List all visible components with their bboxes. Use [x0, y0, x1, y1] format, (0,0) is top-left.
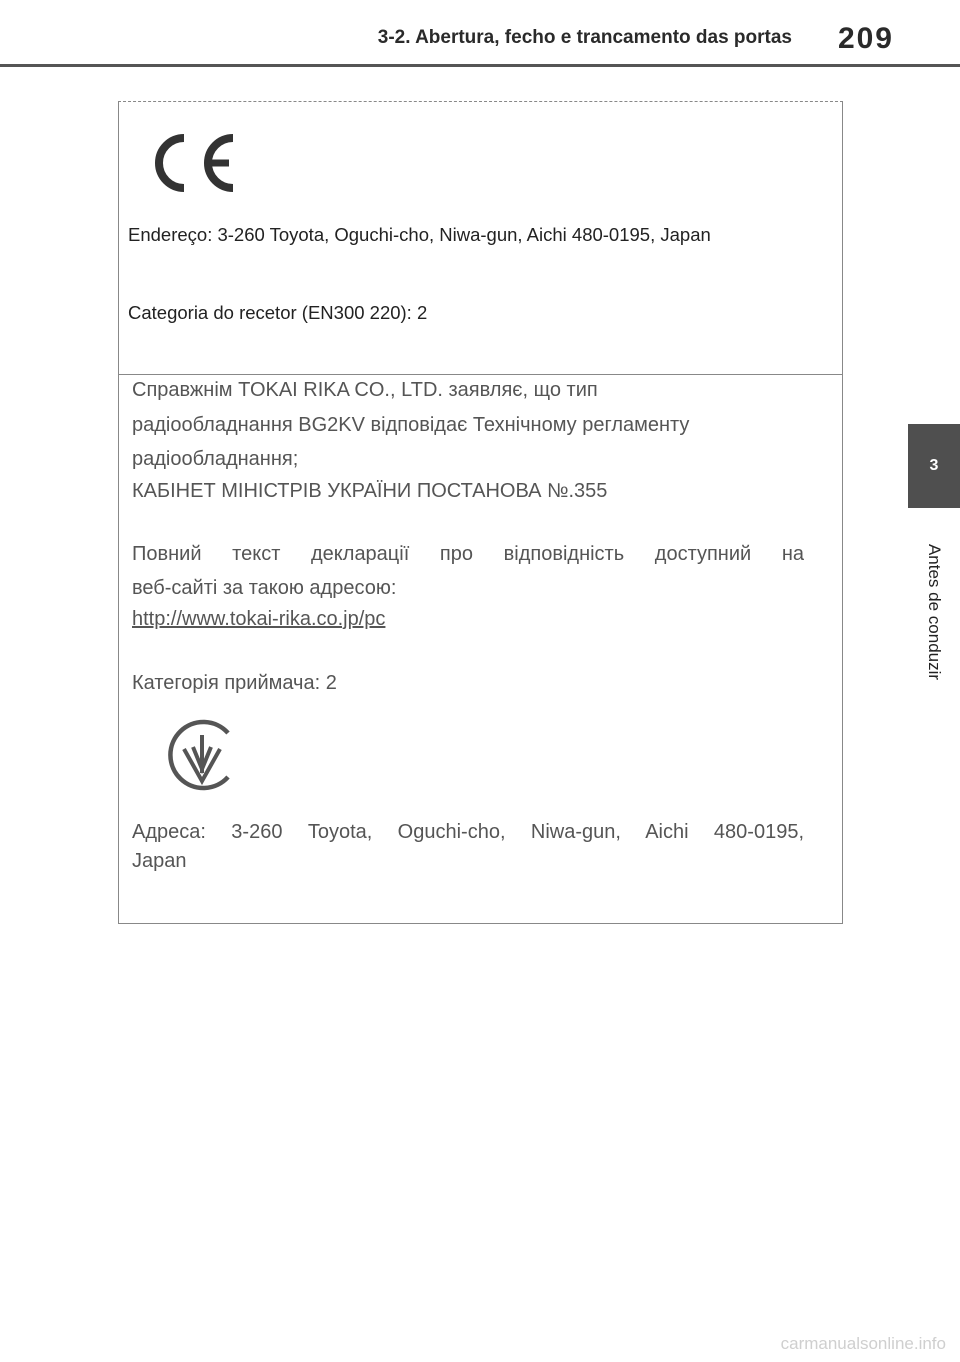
ua-fulltext-line2: веб-сайті за такою адресою:: [132, 577, 397, 599]
ua-declaration-line3: радіообладнання;: [132, 448, 299, 470]
eu-address: Endereço: 3-260 Toyota, Oguchi-cho, Niwa-gun, Aichi 480-0195, Japan: [128, 224, 711, 245]
ua-receiver-category: Категорія приймача: 2: [132, 672, 337, 694]
chapter-label: Antes de conduzir: [925, 543, 944, 681]
ua-fulltext-line1: Повний текст декларації про відповідність доступний на: [132, 543, 804, 565]
header-rule: [0, 64, 960, 67]
ua-declaration-link[interactable]: http://www.tokai-rika.co.jp/pc: [132, 608, 386, 630]
eu-receiver-category: Categoria do recetor (EN300 220): 2: [128, 302, 428, 323]
ua-declaration-line1: Справжнім TOKAI RIKA CO., LTD. заявляє, що тип: [132, 379, 598, 401]
ua-address-line2: Japan: [132, 850, 187, 872]
eu-declaration-box: [118, 102, 843, 375]
watermark: carmanualsonline.info: [780, 1334, 946, 1353]
ua-declaration-box: [118, 374, 843, 924]
page-number: 209: [837, 22, 894, 55]
ua-conformity-mark-icon: [164, 717, 240, 793]
chapter-tab: [908, 424, 960, 508]
page-header-title: 3-2. Abertura, fecho e trancamento das portas: [377, 27, 792, 48]
ua-regulation: КАБІНЕТ МІНІСТРІВ УКРАЇНИ ПОСТАНОВА №.355: [132, 480, 608, 502]
chapter-number: 3: [929, 457, 939, 474]
ua-declaration-line2: радіообладнання BG2KV відповідає Технічному регламенту: [132, 414, 690, 436]
ce-mark-icon: [145, 128, 241, 198]
ua-address-line1: Адреса: 3-260 Toyota, Oguchi-cho, Niwa-gun, Aichi 480-0195,: [132, 821, 804, 843]
